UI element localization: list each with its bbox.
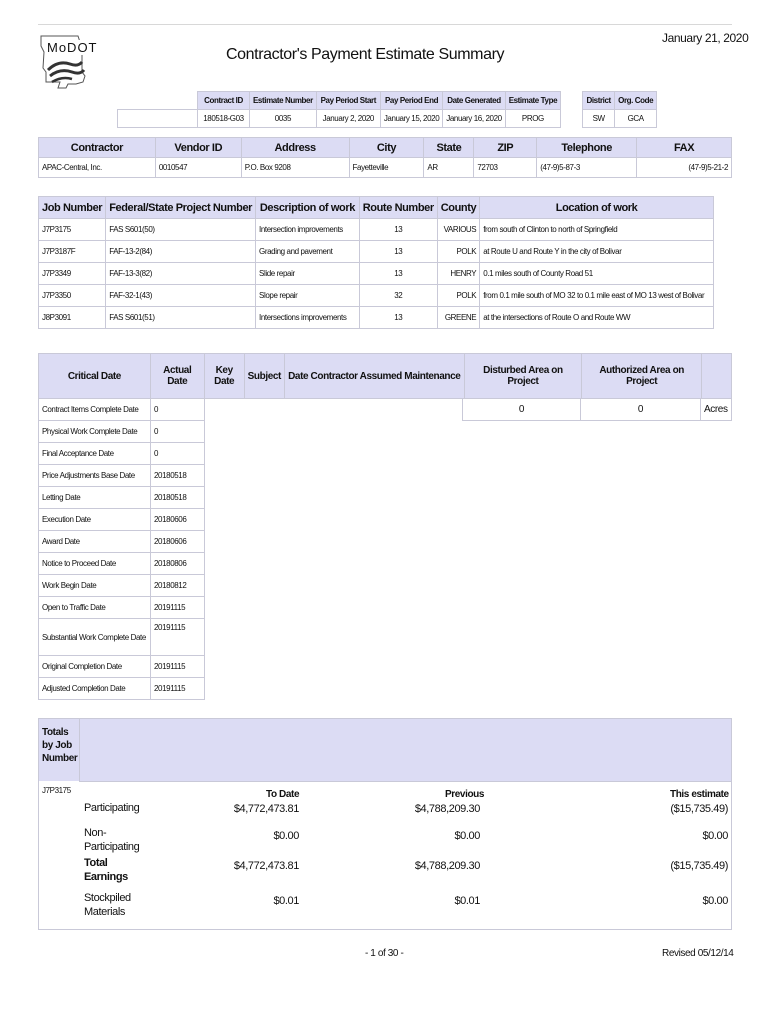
estimate-number: 0035 (250, 110, 317, 128)
job-cell: FAF-13-2(84) (106, 241, 256, 263)
critical-date-row (39, 465, 205, 487)
job-row (39, 307, 714, 329)
job-cell: FAF-13-3(82) (106, 263, 256, 285)
critical-date-label: Substantial Work Complete Date (39, 619, 151, 656)
critical-header-table (38, 353, 732, 399)
area-unit: Acres (701, 399, 732, 421)
top-rule (38, 24, 732, 25)
job-cell: 13 (359, 241, 437, 263)
estimate-type: PROG (505, 110, 560, 128)
critical-date-row (39, 575, 205, 597)
jobs-header: Description of work (256, 197, 360, 219)
totals-previous: $0.00 (454, 830, 480, 842)
contractor-header: Contractor (39, 138, 156, 158)
job-cell: FAS S601(50) (106, 219, 256, 241)
job-cell: 13 (359, 307, 437, 329)
critical-date-value: 0 (151, 399, 205, 421)
job-cell: Grading and pavement (256, 241, 360, 263)
critical-header: Key Date (204, 354, 244, 399)
critical-dates-table (38, 398, 205, 700)
contractor-header: Telephone (537, 138, 637, 158)
page-title: Contractor's Payment Estimate Summary (226, 46, 505, 63)
job-row (39, 219, 714, 241)
critical-date-label: Physical Work Complete Date (39, 421, 151, 443)
job-cell: J7P3349 (39, 263, 106, 285)
job-row (39, 285, 714, 307)
telephone: (47-9)5-87-3 (537, 158, 637, 178)
job-cell: Intersection improvements (256, 219, 360, 241)
estimate-header: Contract ID (198, 92, 250, 110)
totals-to-date: $0.00 (273, 830, 299, 842)
contractor-name: APAC-Central, Inc. (39, 158, 156, 178)
critical-date-value: 20191115 (151, 678, 205, 700)
contractor-header: Vendor ID (155, 138, 241, 158)
job-cell: J8P3091 (39, 307, 106, 329)
totals-this-estimate: $0.00 (702, 830, 728, 842)
job-cell: GREENE (437, 307, 479, 329)
estimate-header: Org. Code (615, 92, 657, 110)
job-cell: Intersections improvements (256, 307, 360, 329)
totals-this-estimate: ($15,735.49) (670, 860, 728, 872)
critical-header: Critical Date (39, 354, 151, 399)
critical-header: Date Contractor Assumed Maintenance (284, 354, 464, 399)
city: Fayetteville (349, 158, 424, 178)
critical-header: Disturbed Area on Project (464, 354, 582, 399)
district: SW (583, 110, 615, 128)
jobs-header: Location of work (480, 197, 714, 219)
critical-date-row (39, 678, 205, 700)
revised-date: Revised 05/12/14 (662, 948, 734, 959)
critical-date-label: Award Date (39, 531, 151, 553)
job-cell: FAS S601(51) (106, 307, 256, 329)
page-number: - 1 of 30 - (365, 948, 404, 959)
logo-text: MoDOT (47, 40, 98, 55)
modot-logo (38, 32, 98, 90)
contractor-header: Address (241, 138, 349, 158)
state: AR (424, 158, 474, 178)
critical-date-label: Adjusted Completion Date (39, 678, 151, 700)
totals-to-date: $0.01 (273, 895, 299, 907)
critical-date-label: Work Begin Date (39, 575, 151, 597)
critical-date-value: 0 (151, 443, 205, 465)
contractor-header: FAX (637, 138, 732, 158)
job-cell: J7P3350 (39, 285, 106, 307)
estimate-header: Pay Period Start (316, 92, 380, 110)
critical-date-label: Original Completion Date (39, 656, 151, 678)
org-code: GCA (615, 110, 657, 128)
critical-date-value: 20180812 (151, 575, 205, 597)
totals-row-label: Total Earnings (84, 857, 128, 883)
job-cell: J7P3175 (39, 219, 106, 241)
estimate-header: Estimate Type (505, 92, 560, 110)
estimate-header: Date Generated (443, 92, 505, 110)
job-cell: VARIOUS (437, 219, 479, 241)
contractor-header: City (349, 138, 424, 158)
critical-date-row (39, 597, 205, 619)
totals-previous: $0.01 (454, 895, 480, 907)
pay-period-start: January 2, 2020 (316, 110, 380, 128)
estimate-header: District (583, 92, 615, 110)
critical-date-row (39, 487, 205, 509)
critical-header: Subject (244, 354, 284, 399)
critical-date-value: 20180518 (151, 465, 205, 487)
critical-date-label: Price Adjustments Base Date (39, 465, 151, 487)
critical-date-value: 0 (151, 421, 205, 443)
critical-date-row (39, 553, 205, 575)
critical-date-row (39, 619, 205, 656)
totals-to-date: $4,772,473.81 (233, 860, 299, 872)
critical-date-label: Execution Date (39, 509, 151, 531)
totals-header-band (39, 719, 731, 781)
critical-date-value: 20191115 (151, 619, 205, 656)
critical-date-label: Letting Date (39, 487, 151, 509)
totals-title: Totals by Job Number (42, 727, 78, 764)
totals-to-date: $4,772,473.81 (233, 803, 299, 815)
jobs-header: Route Number (359, 197, 437, 219)
job-cell: at Route U and Route Y in the city of Bolivar (480, 241, 714, 263)
authorized-area: 0 (581, 399, 701, 421)
jobs-header: Federal/State Project Number (106, 197, 256, 219)
critical-date-row (39, 509, 205, 531)
job-cell: HENRY (437, 263, 479, 285)
zip: 72703 (474, 158, 537, 178)
estimate-header: Pay Period End (380, 92, 442, 110)
totals-row-label: Stockpiled Materials (84, 892, 131, 918)
job-cell: FAF-32-1(43) (106, 285, 256, 307)
report-date: January 21, 2020 (662, 31, 749, 45)
estimate-table (117, 91, 657, 128)
job-cell: from 0.1 mile south of MO 32 to 0.1 mile east of MO 13 west of Bolivar (480, 285, 714, 307)
critical-date-label: Contract Items Complete Date (39, 399, 151, 421)
totals-this-estimate: $0.00 (702, 895, 728, 907)
job-cell: 13 (359, 263, 437, 285)
critical-header: Actual Date (150, 354, 204, 399)
critical-header: Authorized Area on Project (582, 354, 702, 399)
critical-date-label: Notice to Proceed Date (39, 553, 151, 575)
critical-date-label: Final Acceptance Date (39, 443, 151, 465)
to-date-header: To Date (266, 789, 300, 800)
critical-date-value: 20191115 (151, 597, 205, 619)
disturbed-area: 0 (463, 399, 581, 421)
totals-row-label: Non-Participating (84, 827, 140, 853)
critical-date-value: 20191115 (151, 656, 205, 678)
job-cell: J7P3187F (39, 241, 106, 263)
jobs-header: County (437, 197, 479, 219)
totals-row-label: Participating (84, 802, 140, 814)
job-cell: 13 (359, 219, 437, 241)
totals-previous: $4,788,209.30 (414, 803, 480, 815)
critical-date-label: Open to Traffic Date (39, 597, 151, 619)
estimate-header: Estimate Number (250, 92, 317, 110)
area-table (462, 398, 732, 421)
job-cell: Slide repair (256, 263, 360, 285)
critical-date-value: 20180606 (151, 531, 205, 553)
critical-date-value: 20180806 (151, 553, 205, 575)
critical-date-row (39, 399, 205, 421)
job-row (39, 241, 714, 263)
previous-header: Previous (445, 789, 485, 800)
job-row (39, 263, 714, 285)
job-cell: 0.1 miles south of County Road 51 (480, 263, 714, 285)
critical-date-row (39, 656, 205, 678)
pay-period-end: January 15, 2020 (380, 110, 442, 128)
contractor-table (38, 137, 732, 178)
vendor-id: 0010547 (155, 158, 241, 178)
job-cell: at the intersections of Route O and Route WW (480, 307, 714, 329)
contractor-header: State (424, 138, 474, 158)
critical-date-row (39, 421, 205, 443)
contractor-header: ZIP (474, 138, 537, 158)
jobs-table (38, 196, 714, 329)
this-estimate-header: This estimate (670, 789, 729, 800)
job-cell: Slope repair (256, 285, 360, 307)
critical-date-row (39, 443, 205, 465)
totals-job-number: J7P3175 (42, 786, 71, 795)
jobs-header: Job Number (39, 197, 106, 219)
job-cell: POLK (437, 241, 479, 263)
contract-id: 180518-G03 (198, 110, 250, 128)
totals-previous: $4,788,209.30 (414, 860, 480, 872)
job-cell: POLK (437, 285, 479, 307)
job-cell: from south of Clinton to north of Springfield (480, 219, 714, 241)
critical-date-value: 20180518 (151, 487, 205, 509)
totals-this-estimate: ($15,735.49) (670, 803, 728, 815)
critical-date-value: 20180606 (151, 509, 205, 531)
date-generated: January 16, 2020 (443, 110, 505, 128)
critical-date-row (39, 531, 205, 553)
fax: (47-9)5-21-2 (637, 158, 732, 178)
address: P.O. Box 9208 (241, 158, 349, 178)
job-cell: 32 (359, 285, 437, 307)
